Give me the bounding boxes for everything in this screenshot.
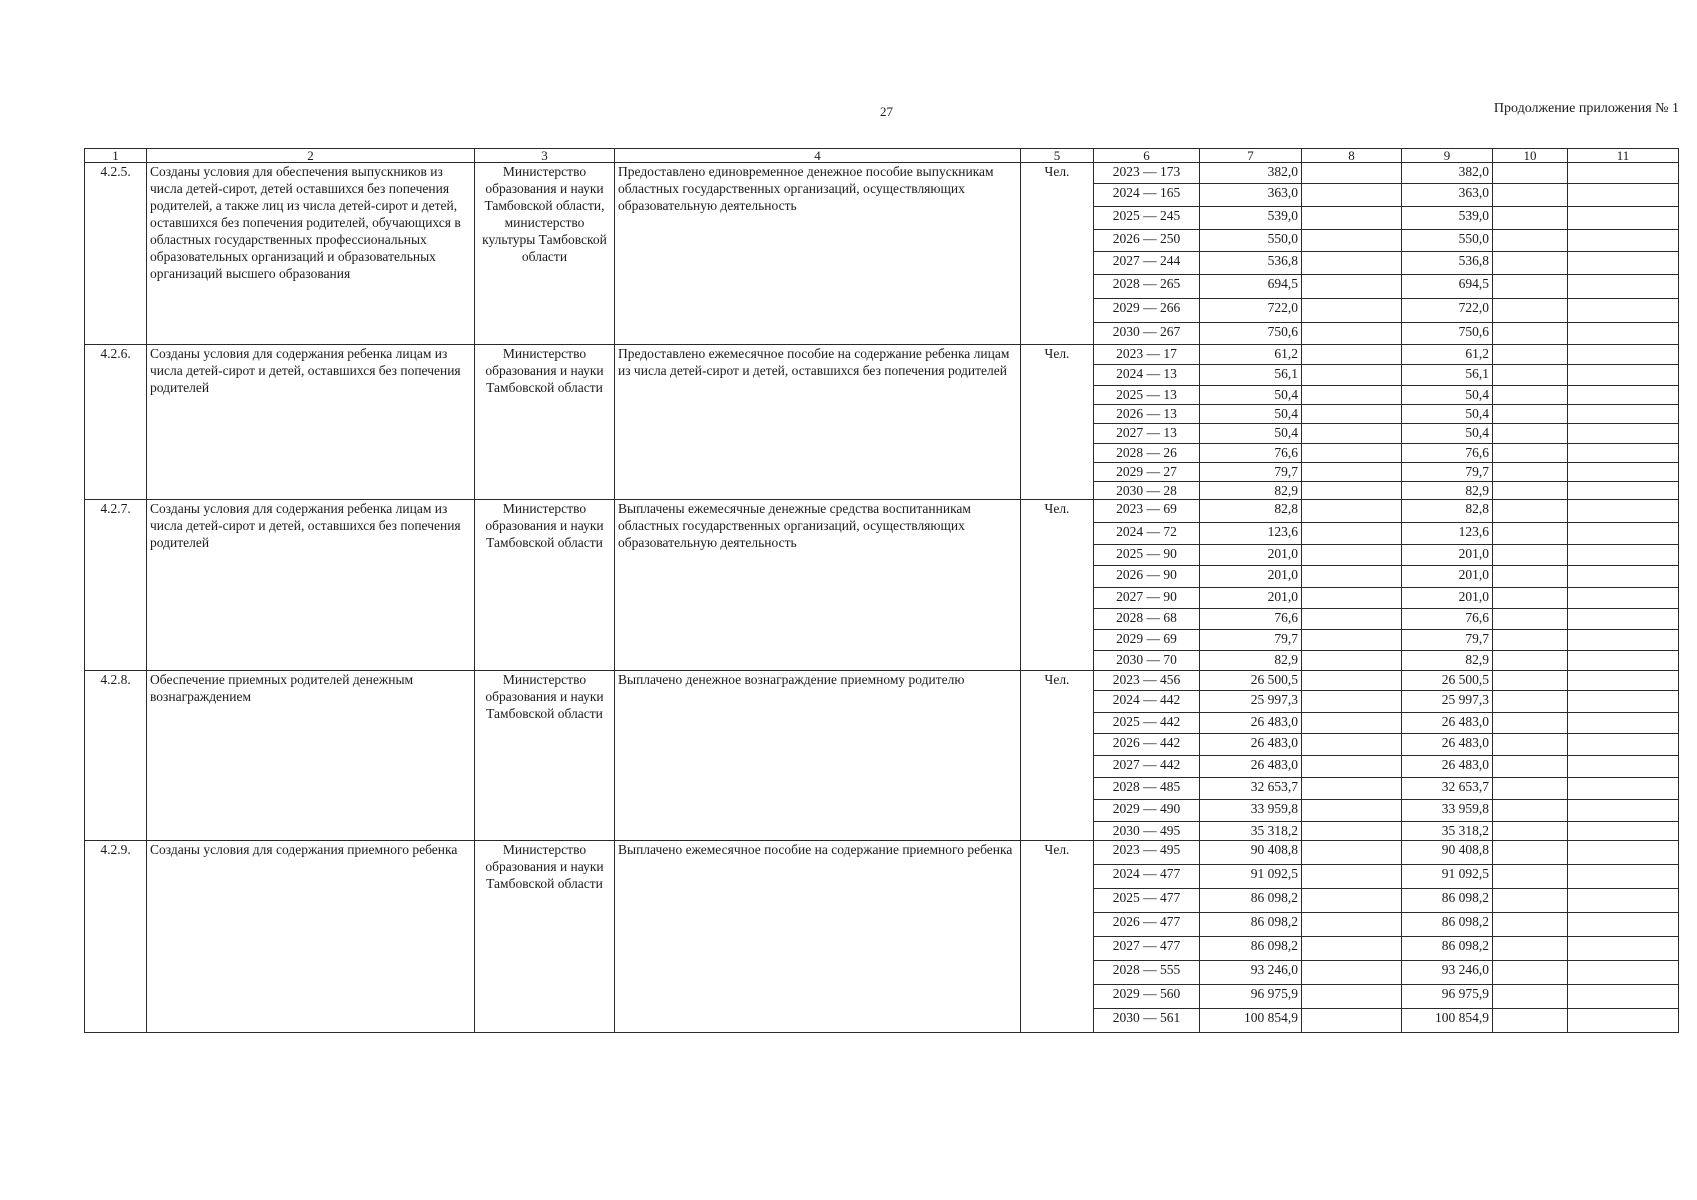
year-value-cell: 2026 — 442 bbox=[1094, 734, 1200, 756]
column-9-value: 82,9 bbox=[1402, 482, 1493, 500]
column-10-cell bbox=[1493, 937, 1568, 961]
column-10-cell bbox=[1493, 207, 1568, 230]
column-8-cell bbox=[1302, 386, 1402, 405]
column-7-value: 694,5 bbox=[1200, 275, 1302, 299]
column-8-cell bbox=[1302, 691, 1402, 713]
column-10-cell bbox=[1493, 865, 1568, 889]
column-8-cell bbox=[1302, 937, 1402, 961]
year-value-cell: 2025 — 13 bbox=[1094, 386, 1200, 405]
section-code: 4.2.8. bbox=[85, 671, 147, 841]
column-8-cell bbox=[1302, 961, 1402, 985]
column-7-value: 25 997,3 bbox=[1200, 691, 1302, 713]
column-10-cell bbox=[1493, 545, 1568, 566]
column-number: 5 bbox=[1021, 149, 1094, 163]
column-8-cell bbox=[1302, 163, 1402, 184]
column-11-cell bbox=[1568, 463, 1679, 482]
column-11-cell bbox=[1568, 588, 1679, 609]
column-8-cell bbox=[1302, 865, 1402, 889]
section-title: Созданы условия для обеспечения выпускников из числа детей-сирот, детей оставшихся без попечения родителей, а также лиц из числа детей-сирот и детей, оставшихся без попечения родителей, обучающихся в областных государственных профессиональных образовательных организаций и образовательных организаций высшего образования bbox=[147, 163, 475, 345]
column-number: 6 bbox=[1094, 149, 1200, 163]
column-8-cell bbox=[1302, 588, 1402, 609]
column-7-value: 539,0 bbox=[1200, 207, 1302, 230]
column-9-value: 382,0 bbox=[1402, 163, 1493, 184]
column-11-cell bbox=[1568, 713, 1679, 734]
section-title: Созданы условия для содержания ребенка лицам из числа детей-сирот и детей, оставшихся без попечения родителей bbox=[147, 345, 475, 500]
year-value-cell: 2023 — 173 bbox=[1094, 163, 1200, 184]
column-7-value: 86 098,2 bbox=[1200, 913, 1302, 937]
column-7-value: 86 098,2 bbox=[1200, 937, 1302, 961]
column-11-cell bbox=[1568, 1009, 1679, 1033]
column-10-cell bbox=[1493, 778, 1568, 800]
column-8-cell bbox=[1302, 345, 1402, 365]
year-value-cell: 2025 — 90 bbox=[1094, 545, 1200, 566]
column-9-value: 76,6 bbox=[1402, 444, 1493, 463]
column-8-cell bbox=[1302, 405, 1402, 424]
column-9-value: 82,8 bbox=[1402, 500, 1493, 523]
column-7-value: 50,4 bbox=[1200, 424, 1302, 444]
column-number: 7 bbox=[1200, 149, 1302, 163]
column-10-cell bbox=[1493, 345, 1568, 365]
column-11-cell bbox=[1568, 630, 1679, 651]
column-8-cell bbox=[1302, 609, 1402, 630]
column-10-cell bbox=[1493, 252, 1568, 275]
column-11-cell bbox=[1568, 651, 1679, 671]
appendix-continuation-note: Продолжение приложения № 1 bbox=[1493, 101, 1679, 116]
section-code: 4.2.5. bbox=[85, 163, 147, 345]
column-7-value: 50,4 bbox=[1200, 386, 1302, 405]
column-7-value: 722,0 bbox=[1200, 299, 1302, 323]
column-8-cell bbox=[1302, 841, 1402, 865]
column-10-cell bbox=[1493, 365, 1568, 386]
column-9-value: 82,9 bbox=[1402, 651, 1493, 671]
column-7-value: 96 975,9 bbox=[1200, 985, 1302, 1009]
column-7-value: 50,4 bbox=[1200, 405, 1302, 424]
year-value-cell: 2026 — 477 bbox=[1094, 913, 1200, 937]
section-title: Обеспечение приемных родителей денежным вознаграждением bbox=[147, 671, 475, 841]
column-7-value: 82,8 bbox=[1200, 500, 1302, 523]
column-7-value: 750,6 bbox=[1200, 323, 1302, 345]
column-9-value: 201,0 bbox=[1402, 566, 1493, 588]
column-7-value: 86 098,2 bbox=[1200, 889, 1302, 913]
column-9-value: 61,2 bbox=[1402, 345, 1493, 365]
column-8-cell bbox=[1302, 482, 1402, 500]
column-7-value: 100 854,9 bbox=[1200, 1009, 1302, 1033]
column-10-cell bbox=[1493, 961, 1568, 985]
column-11-cell bbox=[1568, 913, 1679, 937]
column-11-cell bbox=[1568, 163, 1679, 184]
column-7-value: 82,9 bbox=[1200, 651, 1302, 671]
column-11-cell bbox=[1568, 937, 1679, 961]
expected-result: Предоставлено единовременное денежное пособие выпускникам областных государственных организаций, осуществляющих образовательную деятельность bbox=[615, 163, 1021, 345]
column-9-value: 93 246,0 bbox=[1402, 961, 1493, 985]
column-9-value: 550,0 bbox=[1402, 230, 1493, 252]
column-11-cell bbox=[1568, 671, 1679, 691]
year-value-cell: 2025 — 477 bbox=[1094, 889, 1200, 913]
column-10-cell bbox=[1493, 913, 1568, 937]
column-10-cell bbox=[1493, 386, 1568, 405]
year-value-cell: 2029 — 27 bbox=[1094, 463, 1200, 482]
column-8-cell bbox=[1302, 275, 1402, 299]
year-value-cell: 2029 — 266 bbox=[1094, 299, 1200, 323]
column-9-value: 100 854,9 bbox=[1402, 1009, 1493, 1033]
column-11-cell bbox=[1568, 865, 1679, 889]
column-7-value: 536,8 bbox=[1200, 252, 1302, 275]
column-11-cell bbox=[1568, 207, 1679, 230]
column-7-value: 382,0 bbox=[1200, 163, 1302, 184]
column-8-cell bbox=[1302, 424, 1402, 444]
year-value-cell: 2025 — 442 bbox=[1094, 713, 1200, 734]
column-10-cell bbox=[1493, 444, 1568, 463]
year-value-cell: 2028 — 555 bbox=[1094, 961, 1200, 985]
column-numbers-row bbox=[85, 149, 1679, 163]
column-9-value: 201,0 bbox=[1402, 545, 1493, 566]
column-7-value: 35 318,2 bbox=[1200, 822, 1302, 841]
column-9-value: 33 959,8 bbox=[1402, 800, 1493, 822]
column-9-value: 76,6 bbox=[1402, 609, 1493, 630]
column-7-value: 26 500,5 bbox=[1200, 671, 1302, 691]
column-11-cell bbox=[1568, 365, 1679, 386]
column-8-cell bbox=[1302, 365, 1402, 386]
column-8-cell bbox=[1302, 651, 1402, 671]
column-7-value: 90 408,8 bbox=[1200, 841, 1302, 865]
column-11-cell bbox=[1568, 961, 1679, 985]
column-7-value: 93 246,0 bbox=[1200, 961, 1302, 985]
column-10-cell bbox=[1493, 184, 1568, 207]
column-11-cell bbox=[1568, 299, 1679, 323]
column-7-value: 82,9 bbox=[1200, 482, 1302, 500]
column-7-value: 79,7 bbox=[1200, 463, 1302, 482]
column-8-cell bbox=[1302, 734, 1402, 756]
column-10-cell bbox=[1493, 800, 1568, 822]
column-11-cell bbox=[1568, 841, 1679, 865]
year-value-cell: 2023 — 69 bbox=[1094, 500, 1200, 523]
responsible-department: Министерство образования и науки Тамбовской области bbox=[475, 671, 615, 841]
column-8-cell bbox=[1302, 630, 1402, 651]
column-9-value: 536,8 bbox=[1402, 252, 1493, 275]
column-11-cell bbox=[1568, 405, 1679, 424]
column-7-value: 550,0 bbox=[1200, 230, 1302, 252]
column-9-value: 26 500,5 bbox=[1402, 671, 1493, 691]
year-value-cell: 2025 — 245 bbox=[1094, 207, 1200, 230]
column-10-cell bbox=[1493, 671, 1568, 691]
column-9-value: 90 408,8 bbox=[1402, 841, 1493, 865]
column-8-cell bbox=[1302, 800, 1402, 822]
year-value-cell: 2030 — 495 bbox=[1094, 822, 1200, 841]
year-value-cell: 2024 — 477 bbox=[1094, 865, 1200, 889]
column-9-value: 25 997,3 bbox=[1402, 691, 1493, 713]
year-value-cell: 2028 — 68 bbox=[1094, 609, 1200, 630]
column-9-value: 56,1 bbox=[1402, 365, 1493, 386]
column-9-value: 539,0 bbox=[1402, 207, 1493, 230]
column-7-value: 201,0 bbox=[1200, 588, 1302, 609]
column-10-cell bbox=[1493, 424, 1568, 444]
column-11-cell bbox=[1568, 734, 1679, 756]
unit-of-measure: Чел. bbox=[1021, 841, 1094, 1033]
column-8-cell bbox=[1302, 713, 1402, 734]
column-10-cell bbox=[1493, 734, 1568, 756]
column-number: 2 bbox=[147, 149, 475, 163]
column-9-value: 35 318,2 bbox=[1402, 822, 1493, 841]
column-9-value: 86 098,2 bbox=[1402, 913, 1493, 937]
year-value-cell: 2030 — 561 bbox=[1094, 1009, 1200, 1033]
column-7-value: 363,0 bbox=[1200, 184, 1302, 207]
column-8-cell bbox=[1302, 913, 1402, 937]
column-11-cell bbox=[1568, 756, 1679, 778]
table-row bbox=[85, 671, 1679, 691]
column-11-cell bbox=[1568, 323, 1679, 345]
column-10-cell bbox=[1493, 523, 1568, 545]
year-value-cell: 2027 — 90 bbox=[1094, 588, 1200, 609]
column-11-cell bbox=[1568, 424, 1679, 444]
column-9-value: 26 483,0 bbox=[1402, 734, 1493, 756]
column-number: 1 bbox=[85, 149, 147, 163]
year-value-cell: 2030 — 267 bbox=[1094, 323, 1200, 345]
year-value-cell: 2026 — 250 bbox=[1094, 230, 1200, 252]
column-11-cell bbox=[1568, 778, 1679, 800]
column-7-value: 201,0 bbox=[1200, 566, 1302, 588]
column-11-cell bbox=[1568, 500, 1679, 523]
column-10-cell bbox=[1493, 756, 1568, 778]
year-value-cell: 2027 — 13 bbox=[1094, 424, 1200, 444]
unit-of-measure: Чел. bbox=[1021, 500, 1094, 671]
expected-result: Выплачено ежемесячное пособие на содержание приемного ребенка bbox=[615, 841, 1021, 1033]
column-7-value: 76,6 bbox=[1200, 609, 1302, 630]
column-8-cell bbox=[1302, 444, 1402, 463]
year-value-cell: 2023 — 17 bbox=[1094, 345, 1200, 365]
column-number: 11 bbox=[1568, 149, 1679, 163]
column-9-value: 694,5 bbox=[1402, 275, 1493, 299]
column-8-cell bbox=[1302, 523, 1402, 545]
expected-result: Выплачены ежемесячные денежные средства воспитанникам областных государственных организаций, осуществляющих образовательную деятельность bbox=[615, 500, 1021, 671]
column-8-cell bbox=[1302, 500, 1402, 523]
year-value-cell: 2027 — 477 bbox=[1094, 937, 1200, 961]
column-10-cell bbox=[1493, 230, 1568, 252]
column-10-cell bbox=[1493, 299, 1568, 323]
column-10-cell bbox=[1493, 588, 1568, 609]
column-9-value: 79,7 bbox=[1402, 463, 1493, 482]
column-9-value: 50,4 bbox=[1402, 405, 1493, 424]
column-11-cell bbox=[1568, 523, 1679, 545]
year-value-cell: 2024 — 72 bbox=[1094, 523, 1200, 545]
year-value-cell: 2027 — 244 bbox=[1094, 252, 1200, 275]
column-10-cell bbox=[1493, 713, 1568, 734]
column-7-value: 33 959,8 bbox=[1200, 800, 1302, 822]
unit-of-measure: Чел. bbox=[1021, 671, 1094, 841]
column-7-value: 76,6 bbox=[1200, 444, 1302, 463]
table-row bbox=[85, 841, 1679, 865]
column-number: 9 bbox=[1402, 149, 1493, 163]
column-7-value: 61,2 bbox=[1200, 345, 1302, 365]
column-10-cell bbox=[1493, 691, 1568, 713]
table-row bbox=[85, 500, 1679, 523]
column-9-value: 96 975,9 bbox=[1402, 985, 1493, 1009]
program-table bbox=[84, 148, 1679, 1033]
column-10-cell bbox=[1493, 630, 1568, 651]
column-9-value: 201,0 bbox=[1402, 588, 1493, 609]
column-10-cell bbox=[1493, 482, 1568, 500]
column-number: 3 bbox=[475, 149, 615, 163]
year-value-cell: 2028 — 265 bbox=[1094, 275, 1200, 299]
column-7-value: 26 483,0 bbox=[1200, 756, 1302, 778]
column-11-cell bbox=[1568, 482, 1679, 500]
unit-of-measure: Чел. bbox=[1021, 345, 1094, 500]
column-11-cell bbox=[1568, 386, 1679, 405]
year-value-cell: 2024 — 442 bbox=[1094, 691, 1200, 713]
section-title: Созданы условия для содержания ребенка лицам из числа детей-сирот и детей, оставшихся без попечения родителей bbox=[147, 500, 475, 671]
column-11-cell bbox=[1568, 800, 1679, 822]
column-8-cell bbox=[1302, 323, 1402, 345]
unit-of-measure: Чел. bbox=[1021, 163, 1094, 345]
column-9-value: 91 092,5 bbox=[1402, 865, 1493, 889]
responsible-department: Министерство образования и науки Тамбовской области, министерство культуры Тамбовской области bbox=[475, 163, 615, 345]
section-code: 4.2.6. bbox=[85, 345, 147, 500]
year-value-cell: 2028 — 26 bbox=[1094, 444, 1200, 463]
column-8-cell bbox=[1302, 1009, 1402, 1033]
column-8-cell bbox=[1302, 545, 1402, 566]
year-value-cell: 2023 — 456 bbox=[1094, 671, 1200, 691]
section-code: 4.2.7. bbox=[85, 500, 147, 671]
column-9-value: 32 653,7 bbox=[1402, 778, 1493, 800]
year-value-cell: 2024 — 165 bbox=[1094, 184, 1200, 207]
column-8-cell bbox=[1302, 207, 1402, 230]
year-value-cell: 2027 — 442 bbox=[1094, 756, 1200, 778]
column-10-cell bbox=[1493, 889, 1568, 913]
year-value-cell: 2024 — 13 bbox=[1094, 365, 1200, 386]
column-10-cell bbox=[1493, 822, 1568, 841]
column-10-cell bbox=[1493, 651, 1568, 671]
year-value-cell: 2023 — 495 bbox=[1094, 841, 1200, 865]
column-11-cell bbox=[1568, 691, 1679, 713]
column-8-cell bbox=[1302, 184, 1402, 207]
column-8-cell bbox=[1302, 778, 1402, 800]
column-number: 8 bbox=[1302, 149, 1402, 163]
section-code: 4.2.9. bbox=[85, 841, 147, 1033]
section-title: Созданы условия для содержания приемного ребенка bbox=[147, 841, 475, 1033]
column-10-cell bbox=[1493, 841, 1568, 865]
column-11-cell bbox=[1568, 566, 1679, 588]
column-7-value: 26 483,0 bbox=[1200, 713, 1302, 734]
column-11-cell bbox=[1568, 230, 1679, 252]
column-7-value: 91 092,5 bbox=[1200, 865, 1302, 889]
year-value-cell: 2029 — 490 bbox=[1094, 800, 1200, 822]
column-7-value: 123,6 bbox=[1200, 523, 1302, 545]
column-7-value: 32 653,7 bbox=[1200, 778, 1302, 800]
column-11-cell bbox=[1568, 545, 1679, 566]
column-11-cell bbox=[1568, 444, 1679, 463]
year-value-cell: 2029 — 560 bbox=[1094, 985, 1200, 1009]
column-10-cell bbox=[1493, 566, 1568, 588]
column-8-cell bbox=[1302, 230, 1402, 252]
column-9-value: 722,0 bbox=[1402, 299, 1493, 323]
column-9-value: 50,4 bbox=[1402, 386, 1493, 405]
column-11-cell bbox=[1568, 184, 1679, 207]
table-row bbox=[85, 345, 1679, 365]
column-7-value: 79,7 bbox=[1200, 630, 1302, 651]
column-9-value: 750,6 bbox=[1402, 323, 1493, 345]
column-10-cell bbox=[1493, 275, 1568, 299]
column-10-cell bbox=[1493, 985, 1568, 1009]
year-value-cell: 2030 — 28 bbox=[1094, 482, 1200, 500]
column-number: 10 bbox=[1493, 149, 1568, 163]
column-8-cell bbox=[1302, 985, 1402, 1009]
column-7-value: 201,0 bbox=[1200, 545, 1302, 566]
column-9-value: 26 483,0 bbox=[1402, 713, 1493, 734]
column-9-value: 86 098,2 bbox=[1402, 889, 1493, 913]
column-10-cell bbox=[1493, 1009, 1568, 1033]
responsible-department: Министерство образования и науки Тамбовской области bbox=[475, 841, 615, 1033]
column-9-value: 363,0 bbox=[1402, 184, 1493, 207]
column-11-cell bbox=[1568, 252, 1679, 275]
column-8-cell bbox=[1302, 822, 1402, 841]
year-value-cell: 2030 — 70 bbox=[1094, 651, 1200, 671]
column-9-value: 123,6 bbox=[1402, 523, 1493, 545]
column-10-cell bbox=[1493, 323, 1568, 345]
responsible-department: Министерство образования и науки Тамбовской области bbox=[475, 345, 615, 500]
year-value-cell: 2029 — 69 bbox=[1094, 630, 1200, 651]
column-9-value: 50,4 bbox=[1402, 424, 1493, 444]
column-10-cell bbox=[1493, 609, 1568, 630]
column-number: 4 bbox=[615, 149, 1021, 163]
column-11-cell bbox=[1568, 985, 1679, 1009]
column-9-value: 26 483,0 bbox=[1402, 756, 1493, 778]
column-8-cell bbox=[1302, 756, 1402, 778]
table-row bbox=[85, 163, 1679, 184]
column-9-value: 79,7 bbox=[1402, 630, 1493, 651]
page-number: 27 bbox=[880, 104, 893, 119]
column-7-value: 56,1 bbox=[1200, 365, 1302, 386]
column-8-cell bbox=[1302, 252, 1402, 275]
column-8-cell bbox=[1302, 299, 1402, 323]
column-11-cell bbox=[1568, 345, 1679, 365]
year-value-cell: 2028 — 485 bbox=[1094, 778, 1200, 800]
column-8-cell bbox=[1302, 671, 1402, 691]
responsible-department: Министерство образования и науки Тамбовской области bbox=[475, 500, 615, 671]
column-8-cell bbox=[1302, 463, 1402, 482]
column-10-cell bbox=[1493, 500, 1568, 523]
column-7-value: 26 483,0 bbox=[1200, 734, 1302, 756]
year-value-cell: 2026 — 90 bbox=[1094, 566, 1200, 588]
column-9-value: 86 098,2 bbox=[1402, 937, 1493, 961]
column-8-cell bbox=[1302, 566, 1402, 588]
column-10-cell bbox=[1493, 163, 1568, 184]
year-value-cell: 2026 — 13 bbox=[1094, 405, 1200, 424]
column-11-cell bbox=[1568, 822, 1679, 841]
column-11-cell bbox=[1568, 609, 1679, 630]
column-10-cell bbox=[1493, 405, 1568, 424]
column-11-cell bbox=[1568, 275, 1679, 299]
expected-result: Предоставлено ежемесячное пособие на содержание ребенка лицам из числа детей-сирот и детей, оставшихся без попечения родителей bbox=[615, 345, 1021, 500]
expected-result: Выплачено денежное вознаграждение приемному родителю bbox=[615, 671, 1021, 841]
column-11-cell bbox=[1568, 889, 1679, 913]
column-10-cell bbox=[1493, 463, 1568, 482]
column-8-cell bbox=[1302, 889, 1402, 913]
